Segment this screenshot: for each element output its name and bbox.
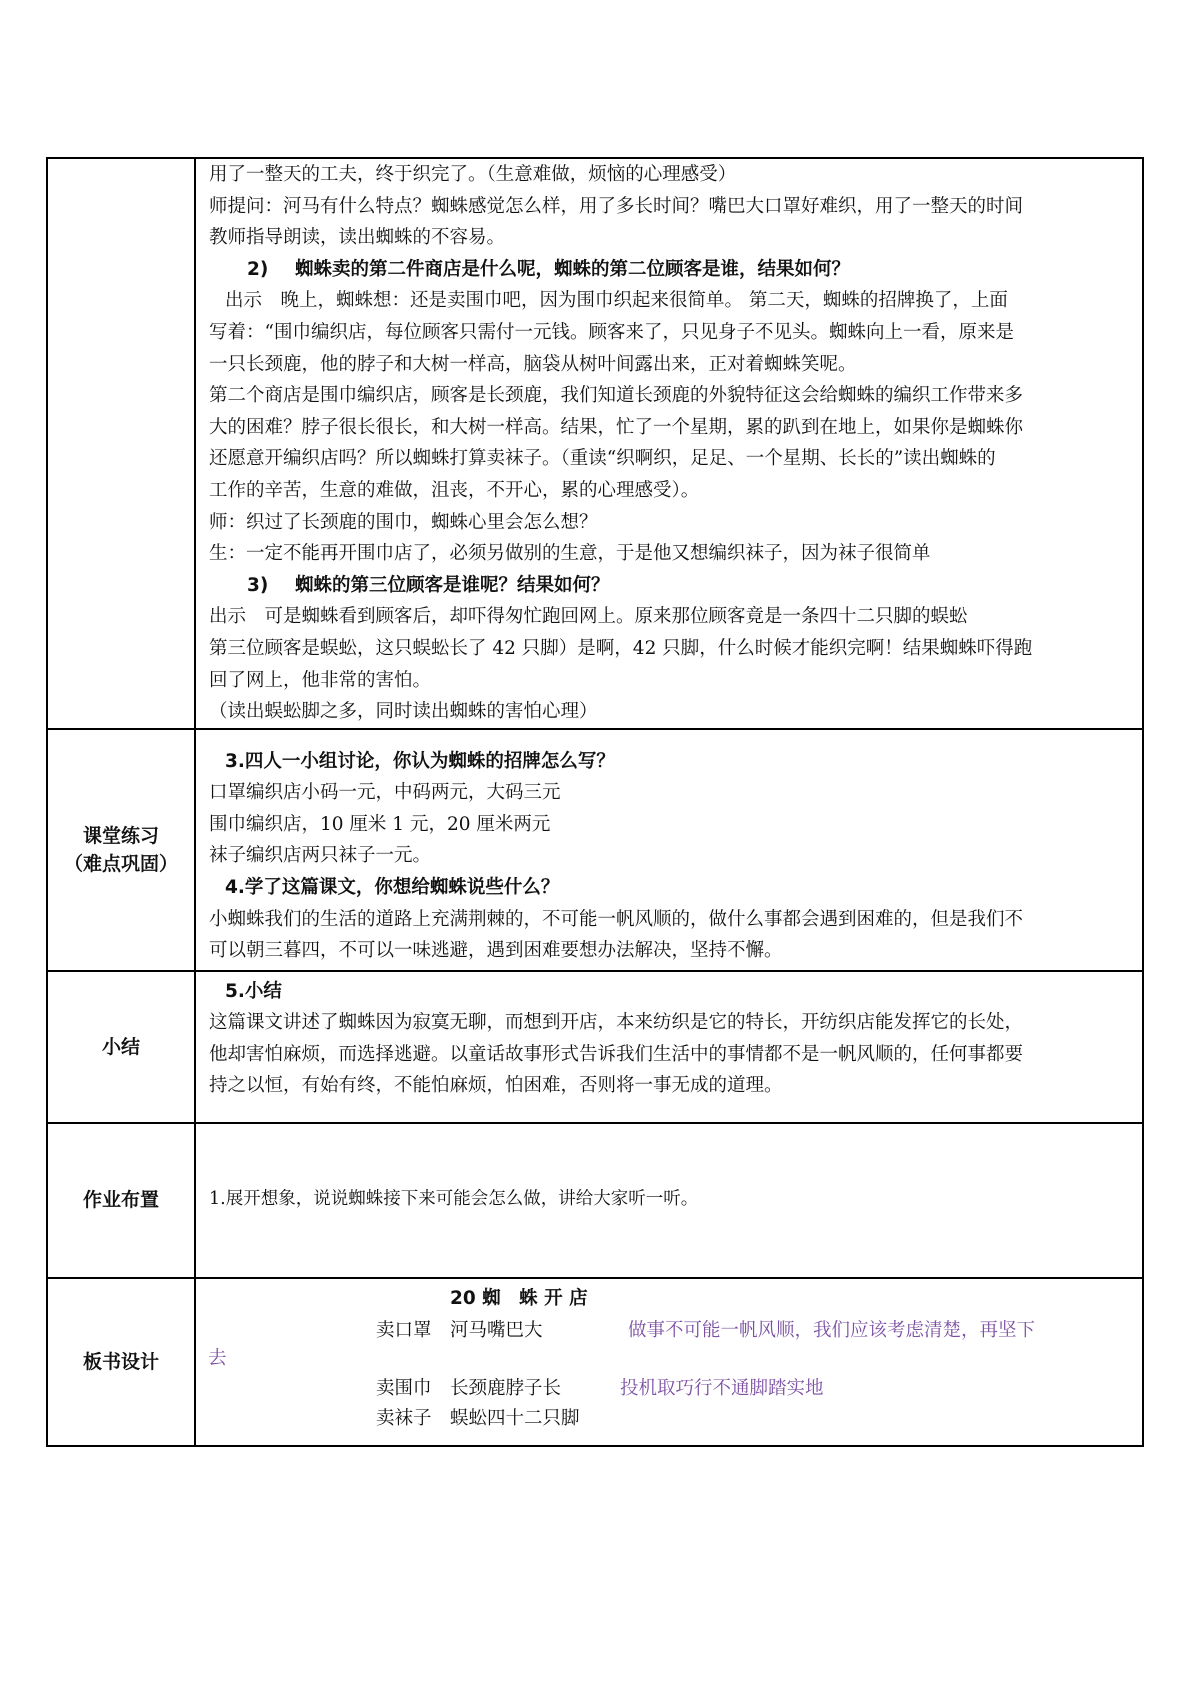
board-design — [196, 1279, 1142, 1445]
process-label — [47, 158, 195, 729]
board-item-3: 卖袜子 蜈蚣四十二只脚 — [376, 1407, 580, 1429]
text-line: 师：织过了长颈鹿的围巾，蜘蛛心里会怎么想？ — [209, 511, 598, 533]
question-heading-2 — [209, 254, 1132, 286]
list-item: 袜子编织店两只袜子一元。 — [209, 845, 432, 867]
summary-row — [47, 971, 1143, 1123]
list-item: 围巾编织店，10 厘米 1 元，20 厘米两元 — [209, 813, 551, 835]
question-number: 3) — [247, 574, 269, 596]
practice-label-line1: 课堂练习 — [82, 824, 159, 847]
lesson-plan-table — [46, 157, 1144, 1447]
practice-label-line2: （难点巩固） — [63, 852, 178, 875]
homework-item: 1.展开想象，说说蜘蛛接下来可能会怎么做，讲给大家听一听。 — [209, 1189, 699, 1210]
text-line: 一只长颈鹿，他的脖子和大树一样高，脑袋从树叶间露出来，正对着蜘蛛笑呢。 — [209, 353, 857, 375]
text-line: 小蜘蛛我们的生活的道路上充满荆棘的，不可能一帆风顺的，做什么事都会遇到困难的，但是我们不 — [209, 908, 1024, 930]
text-line: （读出蜈蚣脚之多，同时读出蜘蛛的害怕心理） — [209, 701, 598, 723]
text-line: 出示 可是蜘蛛看到顾客后，却吓得匆忙跑回网上。原来那位顾客竟是一条四十二只脚的蜈蚣 — [209, 606, 968, 628]
homework-label: 作业布置 — [47, 1123, 195, 1278]
text-line: 写着：“围巾编织店，每位顾客只需付一元钱。顾客来了，只见身子不见头。蜘蛛向上一看，原来是 — [209, 321, 1014, 343]
summary-content — [195, 971, 1143, 1123]
board-lesson-2: 投机取巧行不通脚踏实地 — [620, 1377, 824, 1399]
practice-label — [47, 729, 195, 971]
text-line: 用了一整天的工夫，终于织完了。（生意难做，烦恼的心理感受） — [209, 164, 737, 185]
text-line: 回了网上，他非常的害怕。 — [209, 669, 432, 691]
practice-heading-4: 4.学了这篇课文，你想给蜘蛛说些什么？ — [225, 877, 560, 899]
text-line: 工作的辛苦，生意的难做，沮丧，不开心，累的心理感受）。 — [209, 479, 700, 501]
board-lesson-1-cont: 去 — [208, 1347, 227, 1369]
homework-content — [195, 1123, 1143, 1278]
question-heading-3 — [209, 570, 1132, 602]
summary-label: 小结 — [47, 971, 195, 1123]
text-line: 他却害怕麻烦，而选择逃避。以童话故事形式告诉我们生活中的事情都不是一帆风顺的，任何事都要 — [209, 1043, 1024, 1065]
question-text: 蜘蛛的第三位顾客是谁呢？结果如何？ — [295, 574, 610, 596]
board-label: 板书设计 — [47, 1278, 195, 1446]
text-line: 生：一定不能再开围巾店了，必须另做别的生意，于是他又想编织袜子，因为袜子很简单 — [209, 543, 931, 565]
text-line: 持之以恒，有始有终，不能怕麻烦，怕困难，否则将一事无成的道理。 — [209, 1075, 783, 1097]
text-line: 第三位顾客是蜈蚣，这只蜈蚣长了 42 只脚）是啊，42 只脚，什么时候才能织完啊！结果蜘蛛吓得跑 — [209, 637, 1033, 659]
text-line: 可以朝三暮四，不可以一味逃避，遇到困难要想办法解决，坚持不懈。 — [209, 940, 783, 962]
text-line: 师提问：河马有什么特点？蜘蛛感觉怎么样，用了多长时间？嘴巴大口罩好难织，用了一整天的时间 — [209, 195, 1024, 217]
board-lesson-1: 做事不可能一帆风顺，我们应该考虑清楚，再坚下 — [628, 1319, 1036, 1341]
lesson-page — [46, 157, 1144, 1447]
text-line: 还愿意开编织店吗？所以蜘蛛打算卖袜子。（重读“织啊织，足足、一个星期、长长的”读出蜘蛛的 — [209, 448, 996, 470]
text-line: 大的困难？脖子很长很长，和大树一样高。结果，忙了一个星期，累的趴到在地上，如果你是蜘蛛你 — [209, 416, 1024, 438]
practice-row — [47, 729, 1143, 971]
question-text: 蜘蛛卖的第二件商店是什么呢，蜘蛛的第二位顾客是谁，结果如何？ — [295, 258, 851, 280]
practice-content — [195, 729, 1143, 971]
process-content — [195, 158, 1143, 729]
practice-heading-3: 3.四人一小组讨论，你认为蜘蛛的招牌怎么写？ — [225, 750, 615, 772]
process-row — [47, 158, 1143, 729]
board-content — [195, 1278, 1143, 1446]
text-line: 第二个商店是围巾编织店，顾客是长颈鹿，我们知道长颈鹿的外貌特征这会给蜘蛛的编织工作带来多 — [209, 385, 1024, 407]
board-item-1: 卖口罩 河马嘴巴大 — [376, 1319, 543, 1341]
text-line: 这篇课文讲述了蜘蛛因为寂寞无聊，而想到开店，本来纺织是它的特长，开纺织店能发挥它的长处， — [209, 1012, 1024, 1034]
board-item-2: 卖围巾 长颈鹿脖子长 — [376, 1377, 562, 1399]
text-line: 出示 晚上，蜘蛛想：还是卖围巾吧，因为围巾织起来很简单。 第二天，蜘蛛的招牌换了，上面 — [225, 290, 1008, 312]
text-line: 教师指导朗读，读出蜘蛛的不容易。 — [209, 227, 506, 249]
question-number: 2) — [247, 258, 269, 280]
homework-row — [47, 1123, 1143, 1278]
list-item: 口罩编织店小码一元，中码两元，大码三元 — [209, 782, 561, 804]
board-row — [47, 1278, 1143, 1446]
summary-heading: 5.小结 — [225, 980, 282, 1002]
board-title: 20 蜘 蛛 开 店 — [450, 1287, 588, 1309]
